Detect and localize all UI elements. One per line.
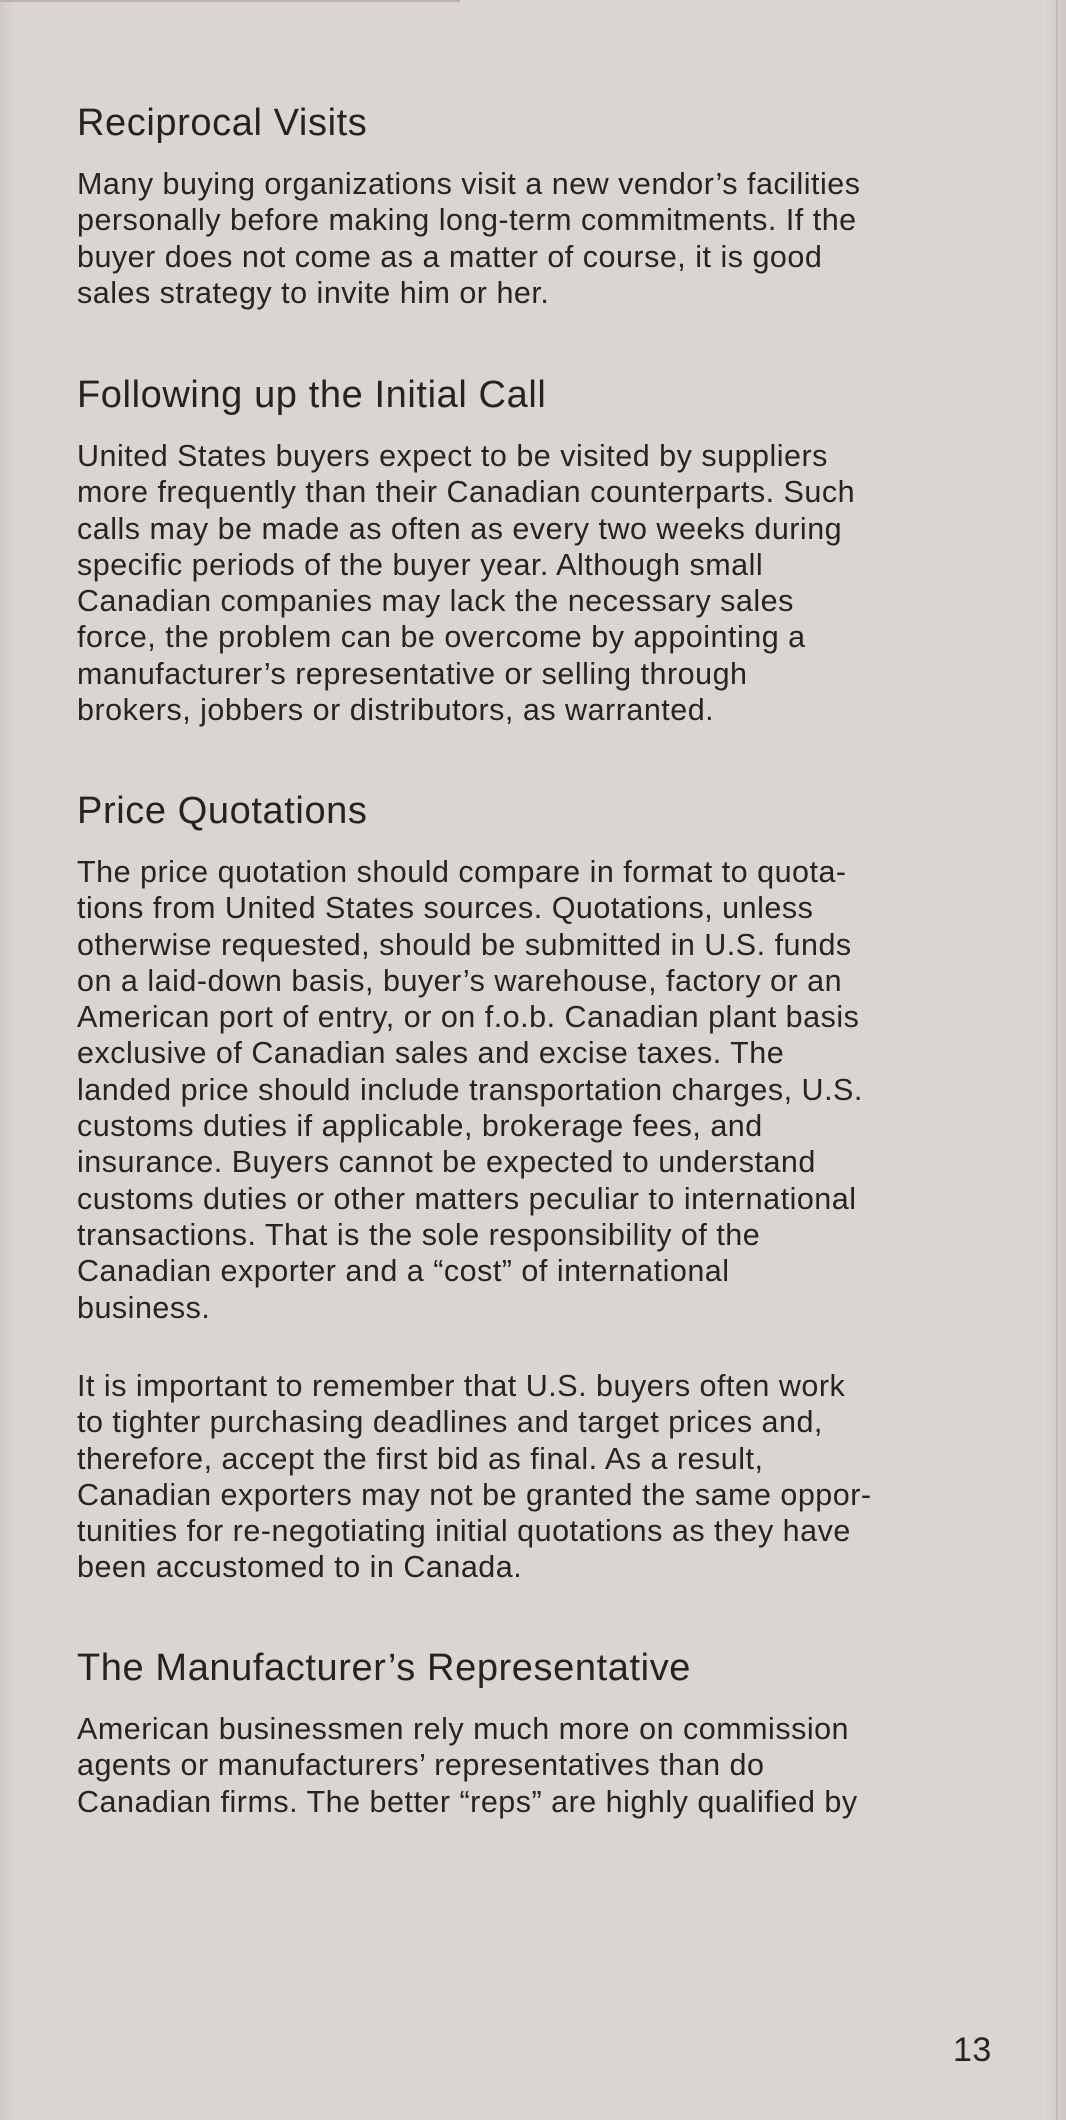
text-line: brokers, jobbers or distributors, as warranted.: [77, 693, 715, 728]
paragraph: [77, 438, 855, 728]
paragraph: [77, 854, 863, 1326]
section-heading: The Manufacturer’s Representative: [77, 1647, 692, 1689]
text-line: transactions. That is the sole responsibility of the: [77, 1217, 761, 1252]
text-line: otherwise requested, should be submitted in U.S. funds: [77, 927, 852, 962]
text-line: tunities for re-negotiating initial quotations as they have: [77, 1514, 851, 1549]
text-line: tions from United States sources. Quotations, unless: [77, 891, 814, 926]
text-line: The price quotation should compare in format to quota-: [77, 855, 847, 889]
text-line: buyer does not come as a matter of course, it is good: [77, 239, 823, 274]
page-number: 13: [953, 2031, 992, 2069]
text-line: Canadian firms. The better “reps” are highly qualified by: [77, 1784, 858, 1819]
text-line: United States buyers expect to be visited by suppliers: [77, 439, 828, 473]
text-line: Canadian exporter and a “cost” of international: [77, 1254, 730, 1289]
page-edge: [1056, 0, 1058, 2120]
section-price-quotations-continued: [77, 1368, 872, 1586]
paragraph: [77, 1368, 872, 1586]
text-line: exclusive of Canadian sales and excise taxes. The: [77, 1036, 785, 1071]
text-line: landed price should include transportation charges, U.S.: [77, 1072, 863, 1107]
paragraph: [77, 1711, 858, 1820]
text-line: specific periods of the buyer year. Although small: [77, 547, 764, 582]
text-line: American port of entry, or on f.o.b. Canadian plant basis: [77, 1000, 860, 1035]
text-line: It is important to remember that U.S. buyers often work: [77, 1369, 846, 1403]
section-heading: Reciprocal Visits: [77, 102, 368, 144]
text-line: sales strategy to invite him or her.: [77, 275, 550, 310]
section-heading: Following up the Initial Call: [77, 374, 547, 416]
paragraph: [77, 166, 860, 311]
text-line: Canadian companies may lack the necessary sales: [77, 584, 794, 619]
text-line: customs duties or other matters peculiar to international: [77, 1181, 857, 1216]
text-line: personally before making long-term commitments. If the: [77, 203, 857, 238]
text-line: customs duties if applicable, brokerage fees, and: [77, 1109, 763, 1144]
text-line: manufacturer’s representative or selling through: [77, 656, 748, 691]
section-heading: Price Quotations: [77, 790, 368, 832]
text-line: agents or manufacturers’ representatives than do: [77, 1748, 765, 1783]
top-rule: [0, 0, 460, 2]
text-line: been accustomed to in Canada.: [77, 1550, 523, 1585]
text-line: calls may be made as often as every two weeks during: [77, 511, 843, 546]
section-price-quotations: [77, 788, 863, 1326]
section-following-up: [77, 372, 855, 728]
text-line: Many buying organizations visit a new vendor’s facilities: [77, 167, 861, 201]
text-line: on a laid-down basis, buyer’s warehouse, factory or an: [77, 963, 843, 998]
text-line: therefore, accept the first bid as final. As a result,: [77, 1441, 764, 1476]
text-line: force, the problem can be overcome by appointing a: [77, 620, 806, 655]
text-line: insurance. Buyers cannot be expected to understand: [77, 1145, 816, 1180]
text-line: to tighter purchasing deadlines and target prices and,: [77, 1405, 823, 1440]
text-line: more frequently than their Canadian counterparts. Such: [77, 475, 856, 510]
text-line: American businessmen rely much more on commission: [77, 1712, 850, 1746]
section-manufacturers-representative: [77, 1645, 858, 1820]
text-line: business.: [77, 1290, 211, 1325]
section-reciprocal-visits: [77, 100, 860, 311]
text-line: Canadian exporters may not be granted the same oppor-: [77, 1477, 872, 1512]
